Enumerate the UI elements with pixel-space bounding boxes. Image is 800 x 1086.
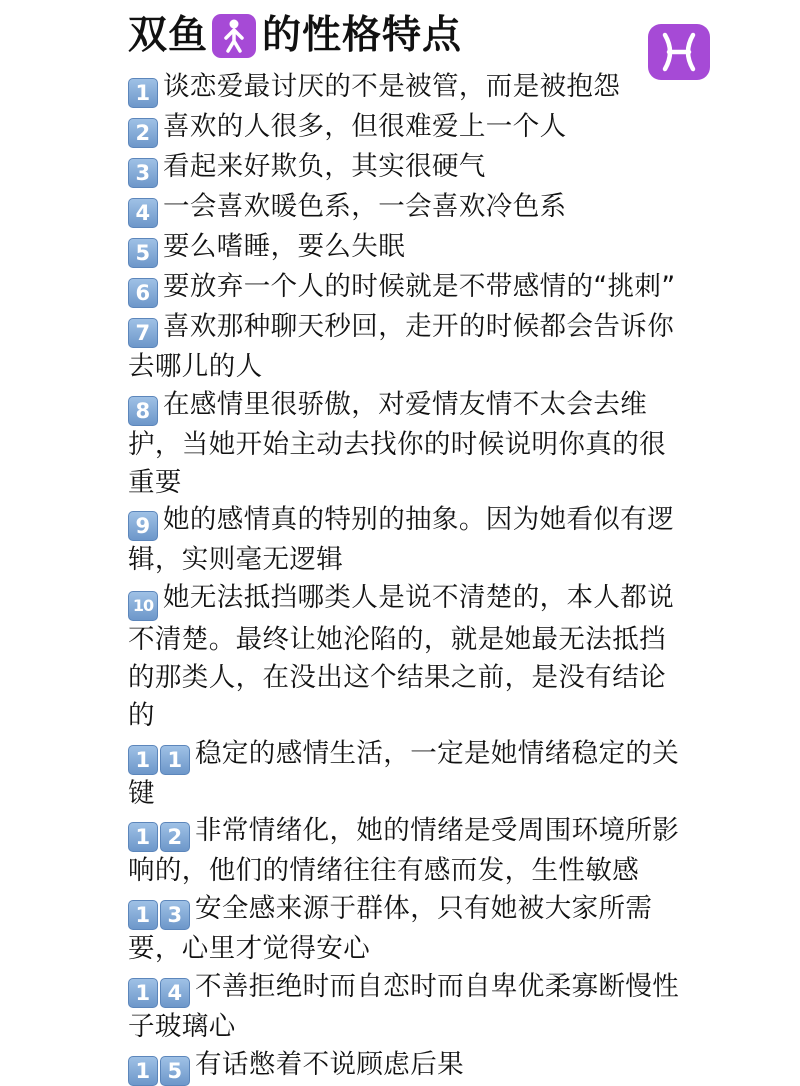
list-item	[128, 890, 688, 968]
keycap-digit: 8	[128, 396, 158, 426]
item-text: 在感情里很骄傲，对爱情友情不太会去维护，当她开始主动去找你的时候说明你真的很重要	[128, 388, 666, 498]
item-text: 非常情绪化，她的情绪是受周围环境所影响的，他们的情绪往往有感而发，生性敏感	[128, 815, 680, 887]
item-text: 一会喜欢暖色系，一会喜欢冷色系	[163, 191, 567, 222]
keycap-digit: 3	[160, 900, 190, 930]
keycap-digit: 4	[160, 978, 190, 1008]
item-text: 喜欢的人很多，但很难爱上一个人	[163, 111, 567, 142]
keycap-digit: 5	[128, 238, 158, 268]
list-item	[128, 501, 688, 579]
number-keycap	[128, 318, 160, 348]
list-item	[128, 68, 688, 108]
list-item	[128, 228, 688, 268]
trait-list	[128, 68, 688, 1086]
item-text: 她无法抵挡哪类人是说不清楚的，本人都说不清楚。最终让她沦陷的，就是她最无法抵挡的那类人，在没出这个结果之前，是没有结论的	[128, 582, 675, 731]
number-keycap	[128, 822, 192, 852]
item-text: 看起来好欺负，其实很硬气	[163, 151, 486, 182]
keycap-digit: 1	[128, 78, 158, 108]
keycap-digit: 1	[128, 978, 158, 1008]
page-title	[128, 8, 462, 64]
number-keycap	[128, 118, 160, 148]
person-icon	[212, 14, 256, 58]
number-keycap	[128, 158, 160, 188]
list-item	[128, 268, 688, 308]
number-keycap	[128, 278, 160, 308]
keycap-digit: 5	[160, 1056, 190, 1086]
list-item	[128, 579, 688, 734]
list-item	[128, 1046, 688, 1086]
keycap-digit: 7	[128, 318, 158, 348]
number-keycap	[128, 900, 192, 930]
keycap-digit: 10	[128, 591, 158, 621]
list-item	[128, 148, 688, 188]
number-keycap	[128, 591, 160, 621]
item-text: 安全感来源于群体，只有她被大家所需要，心里才觉得安心	[128, 893, 653, 965]
keycap-digit: 9	[128, 511, 158, 541]
number-keycap	[128, 198, 160, 228]
keycap-digit: 4	[128, 198, 158, 228]
list-item	[128, 308, 688, 386]
keycap-digit: 1	[128, 822, 158, 852]
list-item	[128, 812, 688, 890]
list-item	[128, 968, 688, 1046]
keycap-digit: 1	[128, 1056, 158, 1086]
keycap-digit: 6	[128, 278, 158, 308]
item-text: 谈恋爱最讨厌的不是被管，而是被抱怨	[163, 71, 621, 102]
title-suffix: 的性格特点	[262, 13, 463, 58]
list-item	[128, 735, 688, 813]
number-keycap	[128, 978, 192, 1008]
keycap-digit: 1	[128, 745, 158, 775]
keycap-digit: 2	[128, 118, 158, 148]
number-keycap	[128, 396, 160, 426]
number-keycap	[128, 511, 160, 541]
keycap-digit: 2	[160, 822, 190, 852]
list-item	[128, 108, 688, 148]
item-text: 要么嗜睡，要么失眠	[163, 231, 406, 262]
title-prefix: 双鱼	[128, 13, 209, 58]
keycap-digit: 1	[128, 900, 158, 930]
item-text: 稳定的感情生活，一定是她情绪稳定的关键	[128, 737, 680, 809]
number-keycap	[128, 238, 160, 268]
number-keycap	[128, 1056, 192, 1086]
item-text: 要放弃一个人的时候就是不带感情的“挑刺”	[163, 271, 676, 302]
list-item	[128, 386, 688, 502]
item-text: 不善拒绝时而自恋时而自卑优柔寡断慢性子玻璃心	[128, 970, 680, 1042]
keycap-digit: 1	[160, 745, 190, 775]
item-text: 有话憋着不说顾虑后果	[195, 1048, 464, 1080]
number-keycap	[128, 78, 160, 108]
list-item	[128, 188, 688, 228]
number-keycap	[128, 745, 192, 775]
item-text: 她的感情真的特别的抽象。因为她看似有逻辑，实则毫无逻辑	[128, 504, 675, 576]
keycap-digit: 3	[128, 158, 158, 188]
item-text: 喜欢那种聊天秒回，走开的时候都会告诉你去哪儿的人	[128, 311, 675, 382]
